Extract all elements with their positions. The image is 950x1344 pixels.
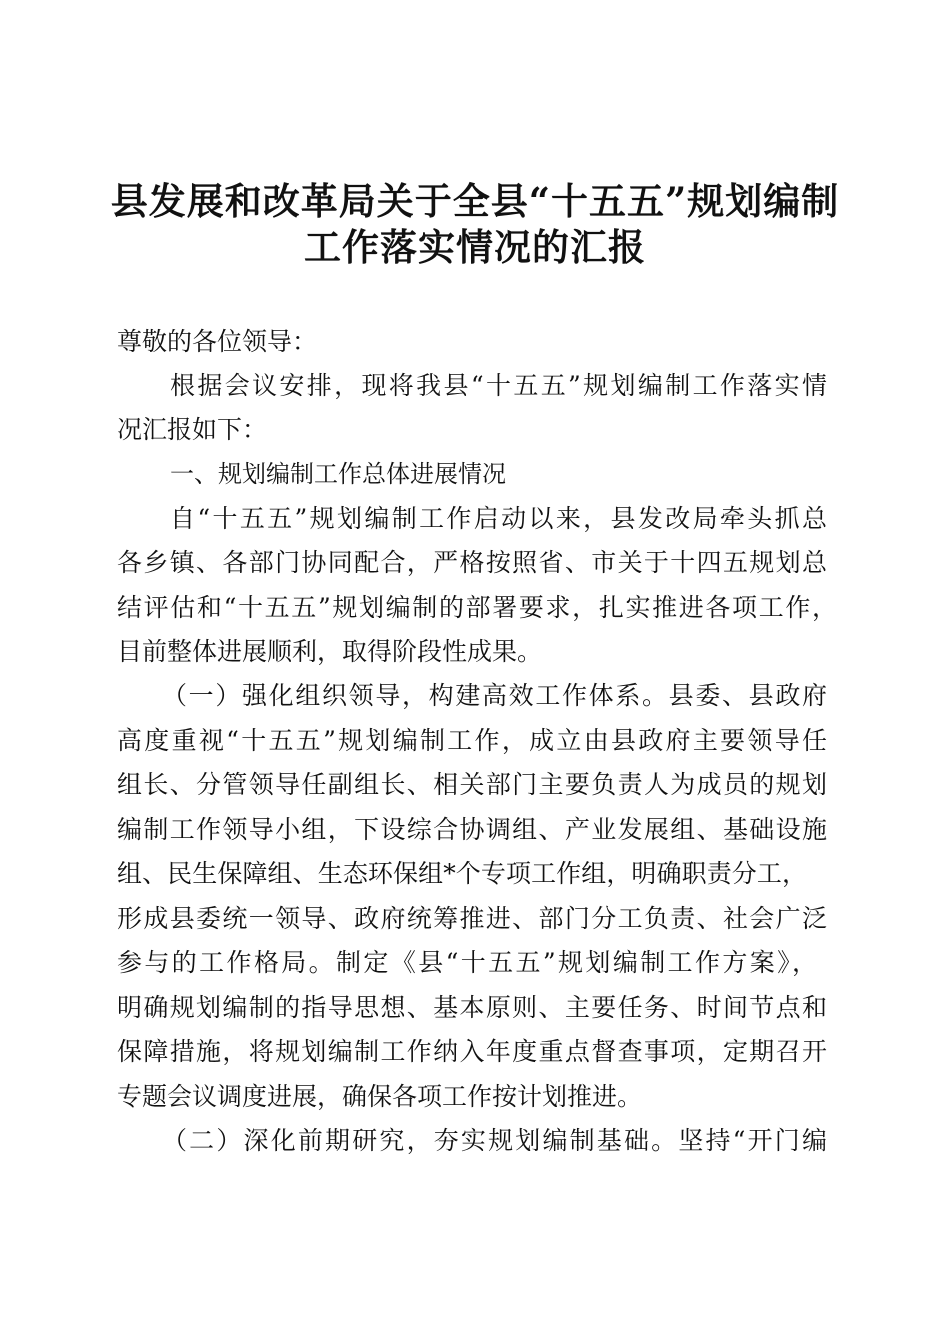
section-heading: 一、规划编制工作总体进展情况 <box>170 460 506 488</box>
paragraph-line: 组、民生保障组、生态环保组*个专项工作组，明确职责分工， <box>117 859 807 888</box>
paragraph-line: 形成县委统一领导、政府统筹推进、部门分工负责、社会广泛 <box>117 904 827 933</box>
paragraph-line: 自“十五五”规划编制工作启动以来，县发改局牵头抓总 <box>170 504 827 533</box>
paragraph-line: 目前整体进展顺利，取得阶段性成果。 <box>117 637 543 666</box>
paragraph-line: 组长、分管领导任副组长、相关部门主要负责人为成员的规划 <box>117 770 827 799</box>
paragraph-line: 根据会议安排，现将我县“十五五”规划编制工作落实情 <box>170 371 827 400</box>
paragraph-line: 各乡镇、各部门协同配合，严格按照省、市关于十四五规划总 <box>117 548 827 577</box>
paragraph-line: 专题会议调度进展，确保各项工作按计划推进。 <box>117 1082 643 1111</box>
salutation: 尊敬的各位领导： <box>117 327 318 356</box>
paragraph-line: 编制工作领导小组，下设综合协调组、产业发展组、基础设施 <box>117 815 827 844</box>
paragraph-line: 明确规划编制的指导思想、基本原则、主要任务、时间节点和 <box>117 993 827 1022</box>
paragraph-line: （一）强化组织领导，构建高效工作体系。县委、县政府 <box>162 681 827 710</box>
paragraph-line: 结评估和“十五五”规划编制的部署要求，扎实推进各项工作， <box>117 593 837 622</box>
paragraph-line: 参与的工作格局。制定《县“十五五”规划编制工作方案》， <box>117 948 817 977</box>
paragraph-line: 保障措施，将规划编制工作纳入年度重点督查事项，定期召开 <box>117 1037 827 1066</box>
document-title-line-1: 县发展和改革局关于全县“十五五”规划编制 <box>110 179 840 223</box>
paragraph-line: 况汇报如下： <box>117 415 268 444</box>
paragraph-line: 高度重视“十五五”规划编制工作，成立由县政府主要领导任 <box>117 726 827 755</box>
document-title-line-2: 工作落实情况的汇报 <box>304 225 646 269</box>
paragraph-line: （二）深化前期研究，夯实规划编制基础。坚持“开门编 <box>162 1126 827 1155</box>
